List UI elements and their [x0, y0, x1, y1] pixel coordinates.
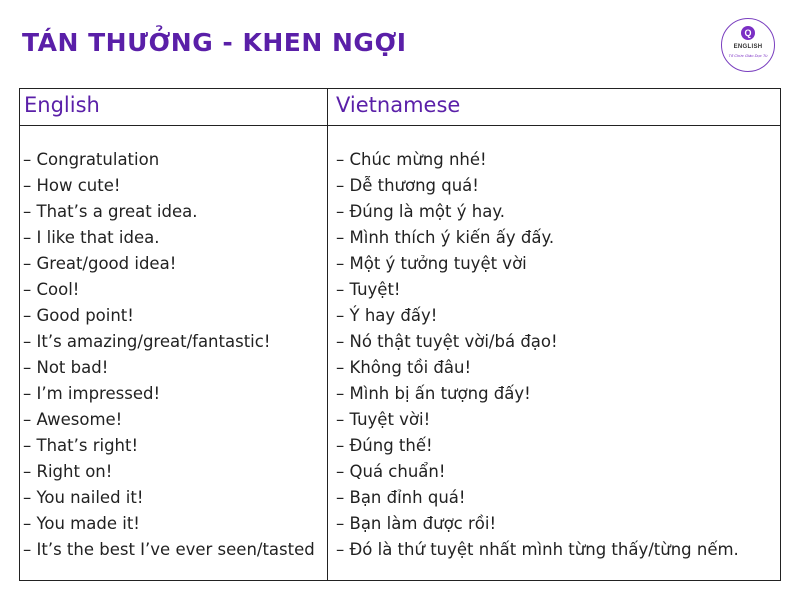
english-phrase: – Not bad! — [23, 358, 109, 377]
logo-q-icon: Q — [741, 26, 755, 40]
english-phrase: – It’s amazing/great/fantastic! — [23, 332, 271, 351]
vietnamese-phrase: – Quá chuẩn! — [336, 462, 446, 481]
english-phrase: – Congratulation — [23, 150, 160, 169]
english-phrase: – Good point! — [23, 306, 134, 325]
vietnamese-phrase: – Đúng là một ý hay. — [336, 202, 505, 221]
column-divider — [327, 89, 328, 580]
english-header: English — [24, 93, 100, 117]
vietnamese-phrase: – Mình bị ấn tượng đấy! — [336, 384, 531, 403]
english-phrase: – How cute! — [23, 176, 121, 195]
vietnamese-phrase: – Bạn làm được rồi! — [336, 514, 497, 533]
english-phrase: – You made it! — [23, 514, 140, 533]
vietnamese-phrase: – Nó thật tuyệt vời/bá đạo! — [336, 332, 558, 351]
english-phrase: – Right on! — [23, 462, 113, 481]
vietnamese-phrase: – Tuyệt! — [336, 280, 401, 299]
english-phrase: – That’s a great idea. — [23, 202, 198, 221]
vietnamese-phrase: – Chúc mừng nhé! — [336, 150, 487, 169]
vietnamese-phrase: – Mình thích ý kiến ấy đấy. — [336, 228, 555, 247]
english-phrase: – You nailed it! — [23, 488, 144, 507]
english-phrase: – I’m impressed! — [23, 384, 161, 403]
phrase-table — [19, 88, 781, 581]
english-phrase: – Great/good idea! — [23, 254, 177, 273]
english-phrase-list — [23, 147, 315, 563]
english-phrase: – Awesome! — [23, 410, 123, 429]
vietnamese-phrase: – Không tồi đâu! — [336, 358, 472, 377]
header-divider — [20, 125, 780, 126]
vietnamese-header: Vietnamese — [336, 93, 461, 117]
vietnamese-phrase-list — [336, 147, 739, 563]
english-phrase: – That’s right! — [23, 436, 139, 455]
vietnamese-phrase: – Đó là thứ tuyệt nhất mình từng thấy/từng nếm. — [336, 540, 739, 559]
logo-tagline: Tổ Chức Giáo Dục Tú — [728, 53, 768, 58]
vietnamese-phrase: – Đúng thế! — [336, 436, 433, 455]
vietnamese-phrase: – Ý hay đấy! — [336, 306, 438, 325]
page-title: TÁN THƯỞNG - KHEN NGỢI — [22, 28, 407, 57]
english-phrase: – Cool! — [23, 280, 80, 299]
english-phrase: – It’s the best I’ve ever seen/tasted — [23, 540, 315, 559]
vietnamese-phrase: – Dễ thương quá! — [336, 176, 479, 195]
brand-logo — [721, 18, 775, 72]
english-phrase: – I like that idea. — [23, 228, 160, 247]
logo-name: ENGLISH — [733, 44, 763, 50]
vietnamese-phrase: – Bạn đỉnh quá! — [336, 488, 466, 507]
vietnamese-phrase: – Một ý tưởng tuyệt vời — [336, 254, 527, 273]
vietnamese-phrase: – Tuyệt vời! — [336, 410, 431, 429]
